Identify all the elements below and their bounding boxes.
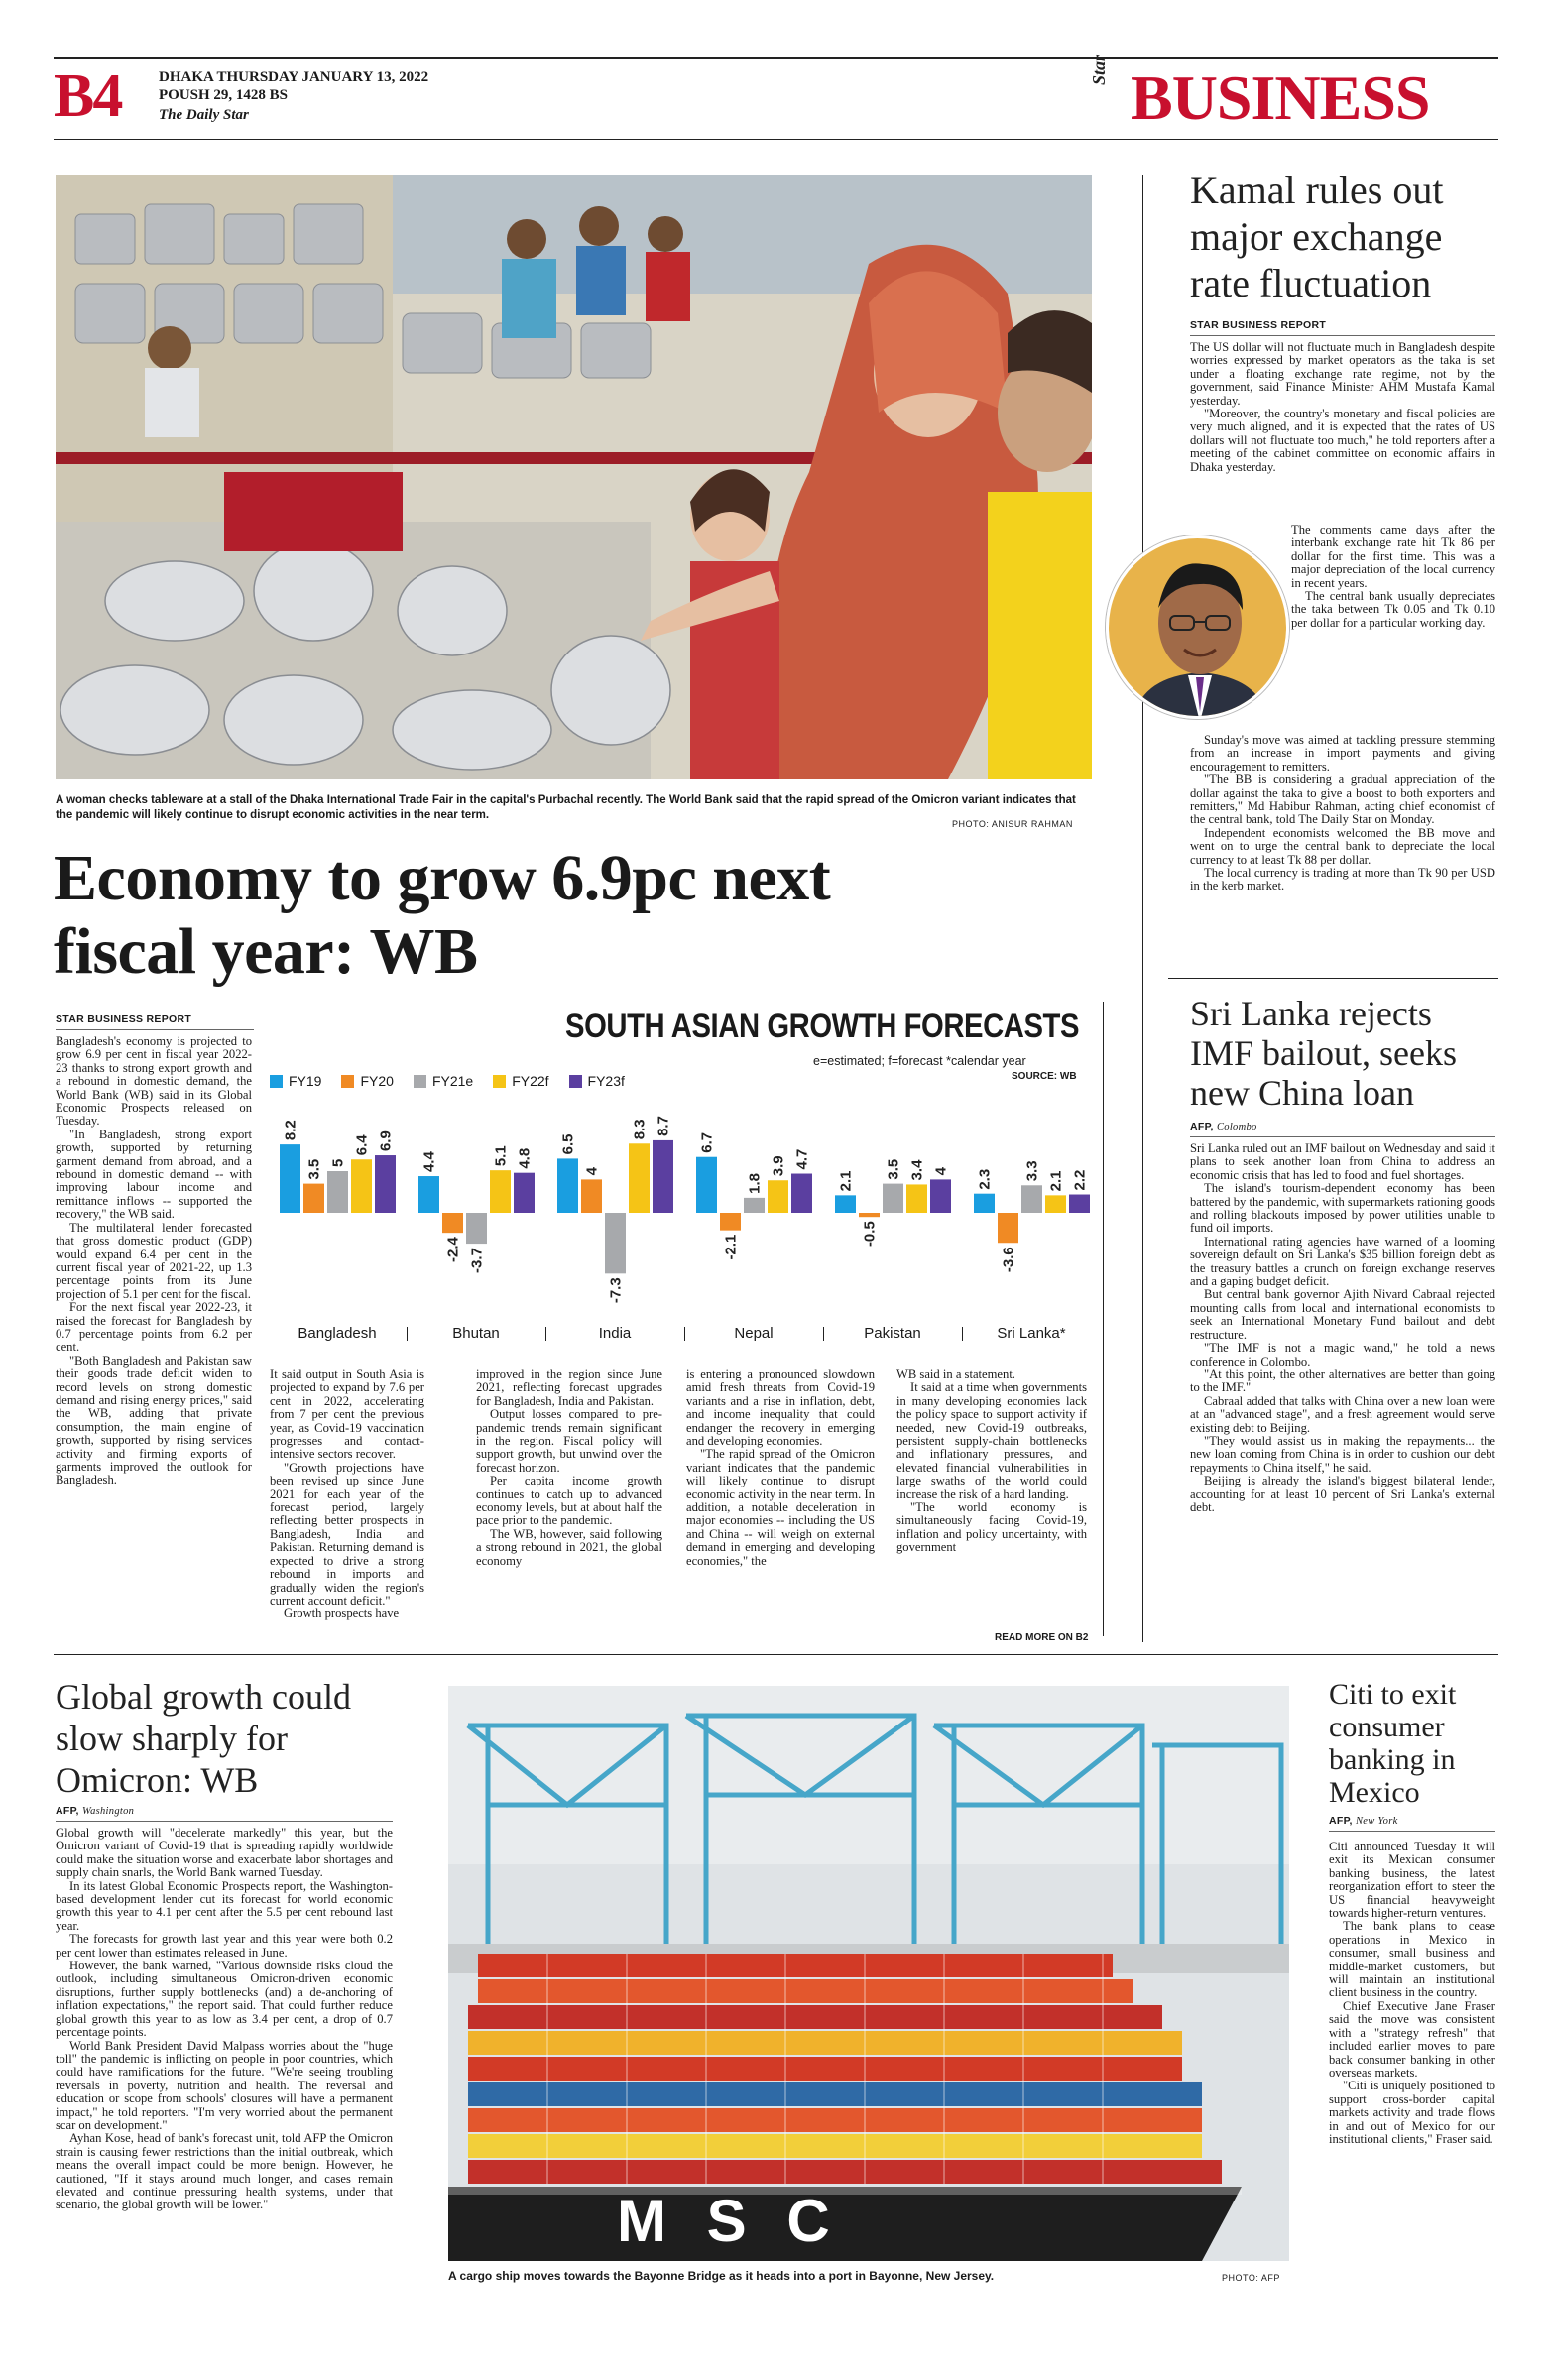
lead-col4 — [686, 1368, 875, 1568]
bar-india-fy22f — [629, 1143, 650, 1213]
right-col-rule — [1142, 175, 1143, 1642]
legend-label: FY23f — [587, 1073, 625, 1089]
x-tick-label: Nepal — [734, 1325, 774, 1342]
kamal-body-wrap — [1291, 524, 1495, 630]
paper-name: The Daily Star — [159, 107, 249, 123]
lead-col5-p: WB said in a statement. — [896, 1368, 1015, 1381]
bar-value-label: 8.2 — [282, 1120, 299, 1141]
lead-right-rule — [1103, 1002, 1104, 1636]
global-p: World Bank President David Malpass worries about the "huge toll" the pandemic is inflicting on people in poor countries, which could have ramifications for the future. "We're seeing troubling reversals in poverty, nutrition and health. The reversal and education or scope from schools' closures will have a permanent impact," he told reporters. "I'm very worried about the permanent scar on development." — [56, 2038, 393, 2132]
bar-value-label: 4 — [583, 1167, 601, 1176]
bar-bangladesh-fy21e — [327, 1171, 348, 1213]
lead-col1-p: For the next fiscal year 2022-23, it raised the forecast for Bangladesh by 0.7 percentage points from 6.2 per cent. — [56, 1300, 252, 1355]
global-byline-rule — [56, 1821, 393, 1822]
srilanka-place: Colombo — [1216, 1122, 1257, 1132]
bar-pakistan-fy20 — [859, 1213, 880, 1217]
kamal-headline: Kamal rules out major exchange rate fluctuation — [1190, 168, 1444, 305]
bar-value-label: -7.3 — [607, 1277, 625, 1304]
bar-value-label: 8.3 — [631, 1119, 649, 1140]
bar-value-label: 4.4 — [420, 1151, 438, 1173]
lead-col1 — [56, 1035, 252, 1488]
kamal-p: Sunday's move was aimed at tackling pressure stemming from an increase in import payments and giving encouragement to remitters. — [1190, 733, 1495, 774]
bar-srilanka-fy20 — [998, 1213, 1018, 1243]
lead-byline: STAR BUSINESS REPORT — [56, 1013, 192, 1025]
lead-col2-p: It said output in South Asia is projected to expand by 7.6 per cent in 2022, accelerating from 7 per cent the previous year, as Covid-19 vaccination progresses and contact-intensive sectors recover. — [270, 1368, 424, 1462]
citi-headline: Citi to exit consumer banking in Mexico — [1329, 1678, 1457, 1809]
lead-col5-p: It said at a time when governments in many developing economies lack the policy space to support activity if needed, new Covid-19 outbreaks, persistent supply-chain bottlenecks and inflationary pressures, and elevated financial vulnerabilities in large swaths of the world could increase the risk of a hard landing. — [896, 1380, 1087, 1501]
kamal-p: The comments came days after the interbank exchange rate hit Tk 86 per dollar for the first time. This was a major depreciation of the local currency in recent years. — [1291, 523, 1495, 590]
bar-value-label: 2.1 — [837, 1170, 855, 1192]
masthead-rule — [54, 139, 1498, 140]
dateline: DHAKA THURSDAY JANUARY 13, 2022 — [159, 69, 429, 85]
x-tick-separator — [407, 1327, 408, 1341]
srilanka-byline-rule — [1190, 1136, 1495, 1137]
ship-photo — [448, 1686, 1289, 2261]
x-tick-label: Bangladesh — [298, 1325, 377, 1342]
lead-col4-p: "The rapid spread of the Omicron variant indicates that the pandemic will likely continue to disrupt economic activity in the near term. In addition, a notable deceleration in major economies -- including the US and China -- will weigh on external demand in emerging and developing economies," the — [686, 1447, 875, 1568]
bar-value-label: 4 — [932, 1167, 950, 1176]
global-body — [56, 1827, 393, 2212]
bar-bhutan-fy21e — [466, 1213, 487, 1244]
bar-bhutan-fy22f — [490, 1170, 511, 1213]
bar-srilanka-fy22f — [1045, 1195, 1066, 1213]
global-headline: Global growth could slow sharply for Omicron: WB — [56, 1677, 351, 1800]
global-p: In its latest Global Economic Prospects report, the Washington-based development lender cut its forecast for world economic growth this year to 4.1 per cent after the 5.5 per cent rebound last year. — [56, 1878, 393, 1933]
chart-title: SOUTH ASIAN GROWTH FORECASTS — [565, 1008, 1080, 1045]
cargo-ship-illustration — [448, 1686, 1289, 2261]
lead-byline-rule — [56, 1029, 254, 1030]
srilanka-p: "They would assist us in making the repayments... the new loan coming from China is in order to cushion our debt repayments to China itself," he said. — [1190, 1433, 1495, 1475]
bar-value-label: -2.1 — [722, 1234, 740, 1260]
lead-photo-credit: PHOTO: ANISUR RAHMAN — [952, 819, 1073, 829]
bar-value-label: 3.5 — [305, 1158, 323, 1180]
global-p: Ayhan Kose, head of bank's forecast unit, told AFP the Omicron strain is causing fewer restrictions than the initial outbreak, which means the overall impact could be more benign. However, he cautioned, "If it stays around much longer, and cases remain elevated and continue pressuring health systems, under that scenario, the global growth will be lower." — [56, 2131, 393, 2212]
bar-value-label: 3.5 — [885, 1158, 902, 1180]
lead-headline-line1: Economy to grow 6.9pc next — [54, 842, 831, 914]
bar-india-fy23f — [653, 1140, 673, 1213]
lead-col2-p: Growth prospects have — [284, 1606, 400, 1621]
kamal-p: Independent economists welcomed the BB move and went on to urge the central bank to depreciate the local currency to at least Tk 88 per dollar. — [1190, 825, 1495, 867]
legend-item — [569, 1071, 625, 1091]
lead-col3-p: Per capita income growth continues to catch up to advanced economy levels, but at about half the pace prior to the pandemic. — [476, 1474, 662, 1528]
legend-swatch — [569, 1075, 582, 1088]
lead-col1-p: The multilateral lender forecasted that gross domestic product (GDP) would expand 6.4 per cent in the current fiscal year of 2021-22, up 1.3 percentage points from its June projection of 5.1 per cent for the fiscal. — [56, 1220, 252, 1301]
citi-body — [1329, 1841, 1495, 2146]
bar-value-label: -3.7 — [468, 1248, 486, 1273]
bar-india-fy19 — [557, 1158, 578, 1213]
kamal-byline: STAR BUSINESS REPORT — [1190, 319, 1327, 331]
kamal-p: The local currency is trading at more than Tk 90 per USD in the kerb market. — [1190, 866, 1495, 893]
bar-value-label: 6.5 — [559, 1133, 577, 1155]
citi-p: The bank plans to cease operations in Mexico in consumer, small business and middle-market customers, but will maintain an institutional client business in the country. — [1329, 1919, 1495, 2000]
citi-byline-rule — [1329, 1831, 1495, 1832]
srilanka-p: "The IMF is not a magic wand," he told a news conference in Colombo. — [1190, 1341, 1495, 1368]
citi-p: Citi announced Tuesday it will exit its Mexican consumer banking business, the latest reorganization effort to steer the US financial heavyweight towards higher-return ventures. — [1329, 1840, 1495, 1921]
srilanka-p: Sri Lanka ruled out an IMF bailout on Wednesday and said it plans to seek another loan from China to address an economic crisis that has led to food and fuel shortages. — [1190, 1141, 1495, 1182]
legend-label: FY21e — [431, 1073, 474, 1089]
lead-col5 — [896, 1368, 1087, 1555]
global-byline — [56, 1805, 134, 1817]
bar-value-label: 5 — [329, 1158, 347, 1167]
kamal-byline-rule — [1190, 335, 1495, 336]
bar-value-label: -2.4 — [444, 1237, 462, 1263]
legend-item — [341, 1071, 393, 1091]
global-p: The forecasts for growth last year and this year were both 0.2 per cent lower than estimates released in June. — [56, 1932, 393, 1960]
legend-swatch — [493, 1075, 506, 1088]
kamal-p: The US dollar will not fluctuate much in Bangladesh despite worries expressed by market operators as the taka is set under a floating exchange rate regime, not by the government, said Finance Minister AHM Mustafa Kamal yesterday. — [1190, 340, 1495, 408]
top-rule — [54, 57, 1498, 59]
chart-source: SOURCE: WB — [1012, 1071, 1077, 1082]
bar-srilanka-fy19 — [974, 1194, 995, 1213]
bar-value-label: 6.4 — [353, 1134, 371, 1156]
bar-bhutan-fy19 — [418, 1176, 439, 1213]
section-title: BUSINESS — [1131, 62, 1430, 133]
lead-col3-p: improved in the region since June 2021, reflecting forecast upgrades for Bangladesh, India and Pakistan. — [476, 1368, 662, 1408]
kamal-p: "Moreover, the country's monetary and fiscal policies are very much aligned, and it is expected that the rates of US dollars will not fluctuate too much," he told reporters after a meeting of the cabinet committee on economic affairs in Dhaka yesterday. — [1190, 407, 1495, 474]
star-logo: Star — [1089, 54, 1109, 85]
bar-value-label: 2.3 — [976, 1168, 994, 1190]
trade-fair-illustration — [56, 175, 1092, 779]
srilanka-p: The island's tourism-dependent economy has been battered by the pandemic, with supermarkets rationing goods and rolling blackouts imposed by power utilities unable to fund oil imports. — [1190, 1181, 1495, 1236]
bar-srilanka-fy21e — [1021, 1185, 1042, 1213]
srilanka-p: Beijing is already the island's biggest bilateral lender, accounting for at least 10 percent of Sri Lanka's external debt. — [1190, 1474, 1495, 1514]
ship-photo-caption: A cargo ship moves towards the Bayonne Bridge as it heads into a port in Bayonne, New Jersey. — [448, 2269, 995, 2283]
bar-pakistan-fy23f — [930, 1179, 951, 1213]
bar-value-label: 1.8 — [746, 1173, 764, 1194]
lead-col3-p: Output losses compared to pre-pandemic trends remain significant in the region. Fiscal policy will support growth, but unwind over the forecast horizon. — [476, 1407, 662, 1475]
lead-col2-p: "Growth projections have been revised up since June 2021 for each year of the forecast period, largely reflecting better prospects in Bangladesh, India and Pakistan. Returning demand is expected to drive a strong rebound in imports and gradually widen the region's current account deficit." — [270, 1460, 424, 1607]
bar-pakistan-fy19 — [835, 1195, 856, 1213]
lead-col3-p: The WB, however, said following a strong rebound in 2021, the global economy — [476, 1526, 662, 1568]
srilanka-p: "At this point, the other alternatives are better than going to the IMF." — [1190, 1367, 1495, 1395]
bar-nepal-fy20 — [720, 1213, 741, 1231]
bar-value-label: 4.7 — [793, 1148, 811, 1170]
legend-label: FY20 — [360, 1073, 394, 1089]
citi-p: Chief Executive Jane Fraser said the move was consistent with a "strategy refresh" that included earlier moves to pare back consumer banking in other overseas markets. — [1329, 1998, 1495, 2080]
bar-nepal-fy19 — [696, 1157, 717, 1213]
kamal-portrait-illustration — [1109, 538, 1289, 719]
global-agency: AFP, — [56, 1805, 79, 1817]
bar-pakistan-fy21e — [883, 1184, 903, 1213]
page-number: B4 — [54, 62, 122, 130]
kamal-p: "The BB is considering a gradual appreciation of the dollar against the taka to give a boost to both exporters and remitters," Md Habibur Rahman, acting chief economist of the central bank, told The Daily Star on Monday. — [1190, 773, 1495, 827]
x-tick-separator — [823, 1327, 824, 1341]
legend-label: FY19 — [289, 1073, 322, 1089]
bar-srilanka-fy23f — [1069, 1195, 1090, 1213]
lead-col1-p: "Both Bangladesh and Pakistan saw their goods trade deficit widen to record levels on strong domestic demand and rising energy prices," said the WB, adding that private consumption, the main engine of growth, supported by rising services activity and firming exports of garments improved the outlook for Bangladesh. — [56, 1353, 252, 1488]
bar-pakistan-fy22f — [906, 1184, 927, 1213]
bar-bhutan-fy23f — [514, 1173, 535, 1213]
chart-subtitle: e=estimated; f=forecast *calendar year — [813, 1054, 1026, 1068]
citi-place: New York — [1355, 1816, 1398, 1827]
x-tick-label: Pakistan — [864, 1325, 921, 1342]
lead-col5-p: "The world economy is simultaneously facing Covid-19, inflation and policy uncertainty, with government — [896, 1500, 1087, 1555]
global-place: Washington — [81, 1806, 135, 1817]
bangla-date: POUSH 29, 1428 BS — [159, 87, 289, 103]
global-p: However, the bank warned, "Various downside risks cloud the outlook, including simultaneous Omicron-driven economic disruptions, further supply bottlenecks (and) a de-anchoring of inflation expectations," the report said. That could further reduce global growth this year to as low as 3.4 per cent, a drop of 0.7 percentage points. — [56, 1959, 393, 2040]
kamal-end-rule — [1168, 978, 1498, 979]
lead-col3 — [476, 1368, 662, 1568]
lead-col1-p: Bangladesh's economy is projected to grow 6.9 per cent in fiscal year 2022-23 thanks to strong export growth and a rebound in domestic demand, the World Bank (WB) said in its Global Economic Prospects released on Tuesday. — [56, 1034, 252, 1129]
chart-x-axis — [268, 1325, 1101, 1345]
global-p: Global growth will "decelerate markedly" this year, but the Omicron variant of Covid-19 that is spreading rapidly worldwide could make the situation worse and exacerbate labor shortages and supply chain snarls, the World Bank warned Tuesday. — [56, 1826, 393, 1880]
bar-nepal-fy23f — [791, 1174, 812, 1213]
bar-value-label: 8.7 — [655, 1116, 672, 1136]
bar-value-label: 2.1 — [1047, 1170, 1065, 1192]
bar-india-fy21e — [605, 1213, 626, 1273]
lead-headline-line2: fiscal year: WB — [54, 915, 478, 988]
x-tick-label: Bhutan — [452, 1325, 500, 1342]
legend-item — [414, 1071, 473, 1091]
bar-value-label: 5.1 — [492, 1145, 510, 1167]
lead-photo-caption: A woman checks tableware at a stall of the Dhaka International Trade Fair in the capital's Purbachal recently. The World Bank said that the rapid spread of the Omicron variant indicates that the pandemic will likely continue to disrupt economic activities in the near term. — [56, 794, 1076, 821]
legend-label: FY22f — [512, 1073, 549, 1089]
bar-value-label: -3.6 — [1000, 1247, 1017, 1273]
kamal-portrait — [1106, 536, 1289, 719]
lead-col4-p: is entering a pronounced slowdown amid fresh threats from Covid-19 variants and a rise in inflation, debt, and income inequality that could endanger the recovery in emerging and developing economies. — [686, 1368, 875, 1449]
srilanka-p: Cabraal added that talks with China over a new loan were at an "advanced stage", and a fresh agreement would serve existing debt to Beijing. — [1190, 1393, 1495, 1435]
bar-value-label: 4.8 — [516, 1147, 534, 1169]
x-tick-separator — [545, 1327, 546, 1341]
bar-value-label: 6.9 — [377, 1130, 395, 1152]
bar-bhutan-fy20 — [442, 1213, 463, 1233]
srilanka-headline: Sri Lanka rejects IMF bailout, seeks new China loan — [1190, 994, 1457, 1113]
lead-col1-p: "In Bangladesh, strong export growth, supported by returning garment demand from abroad, and a rebound in domestic demand -- with improving labour income and remittance inflows -- supported the recovery," the WB said. — [56, 1127, 252, 1222]
lead-photo — [56, 175, 1092, 779]
x-tick-label: India — [598, 1325, 632, 1342]
bar-nepal-fy22f — [768, 1180, 788, 1213]
legend-item — [493, 1071, 548, 1091]
bar-value-label: 2.2 — [1071, 1169, 1089, 1191]
bar-bangladesh-fy22f — [351, 1159, 372, 1213]
bar-india-fy20 — [581, 1179, 602, 1213]
bar-bangladesh-fy19 — [280, 1144, 300, 1213]
legend-swatch — [270, 1075, 283, 1088]
srilanka-body — [1190, 1142, 1495, 1514]
lower-section-rule — [54, 1654, 1498, 1655]
bar-value-label: 3.3 — [1023, 1160, 1041, 1182]
bar-value-label: 6.7 — [698, 1131, 716, 1153]
bar-nepal-fy21e — [744, 1198, 765, 1213]
kamal-body-bottom — [1190, 734, 1495, 893]
kamal-body-top — [1190, 341, 1495, 474]
lead-col2 — [270, 1368, 424, 1621]
x-tick-label: Sri Lanka* — [997, 1325, 1066, 1342]
legend-swatch — [414, 1075, 426, 1088]
bar-value-label: 3.9 — [770, 1155, 787, 1177]
bar-value-label: 3.4 — [908, 1159, 926, 1181]
bar-bangladesh-fy23f — [375, 1155, 396, 1213]
read-more-link[interactable]: READ MORE ON B2 — [995, 1632, 1089, 1643]
growth-chart — [268, 1101, 1101, 1349]
srilanka-p: But central bank governor Ajith Nivard Cabraal rejected mounting calls from local and international economists to seek an International Monetary Fund bailout and debt restructure. — [1190, 1287, 1495, 1342]
legend-item — [270, 1071, 321, 1091]
ship-hull-text: M S C — [617, 2188, 842, 2254]
x-tick-separator — [962, 1327, 963, 1341]
srilanka-agency: AFP, — [1190, 1121, 1214, 1132]
citi-agency: AFP, — [1329, 1815, 1353, 1827]
bar-bangladesh-fy20 — [303, 1184, 324, 1213]
citi-p: "Citi is uniquely positioned to support cross-border capital markets activity and trade flows in and out of Mexico for our institutional clients," Fraser said. — [1329, 2079, 1495, 2146]
citi-byline — [1329, 1815, 1398, 1827]
ship-photo-credit: PHOTO: AFP — [1222, 2273, 1280, 2283]
x-tick-separator — [684, 1327, 685, 1341]
srilanka-byline — [1190, 1121, 1257, 1132]
kamal-p: The central bank usually depreciates the taka between Tk 0.05 and Tk 0.10 per dollar for a particular working day. — [1291, 589, 1495, 630]
legend-swatch — [341, 1075, 354, 1088]
bar-value-label: -0.5 — [861, 1221, 879, 1248]
chart-legend — [270, 1071, 625, 1091]
srilanka-p: International rating agencies have warned of a looming sovereign default on Sri Lanka's $35 billion foreign debt as the treasury battles a crunch on foreign exchange reserves and a gaping budget deficit. — [1190, 1234, 1495, 1289]
